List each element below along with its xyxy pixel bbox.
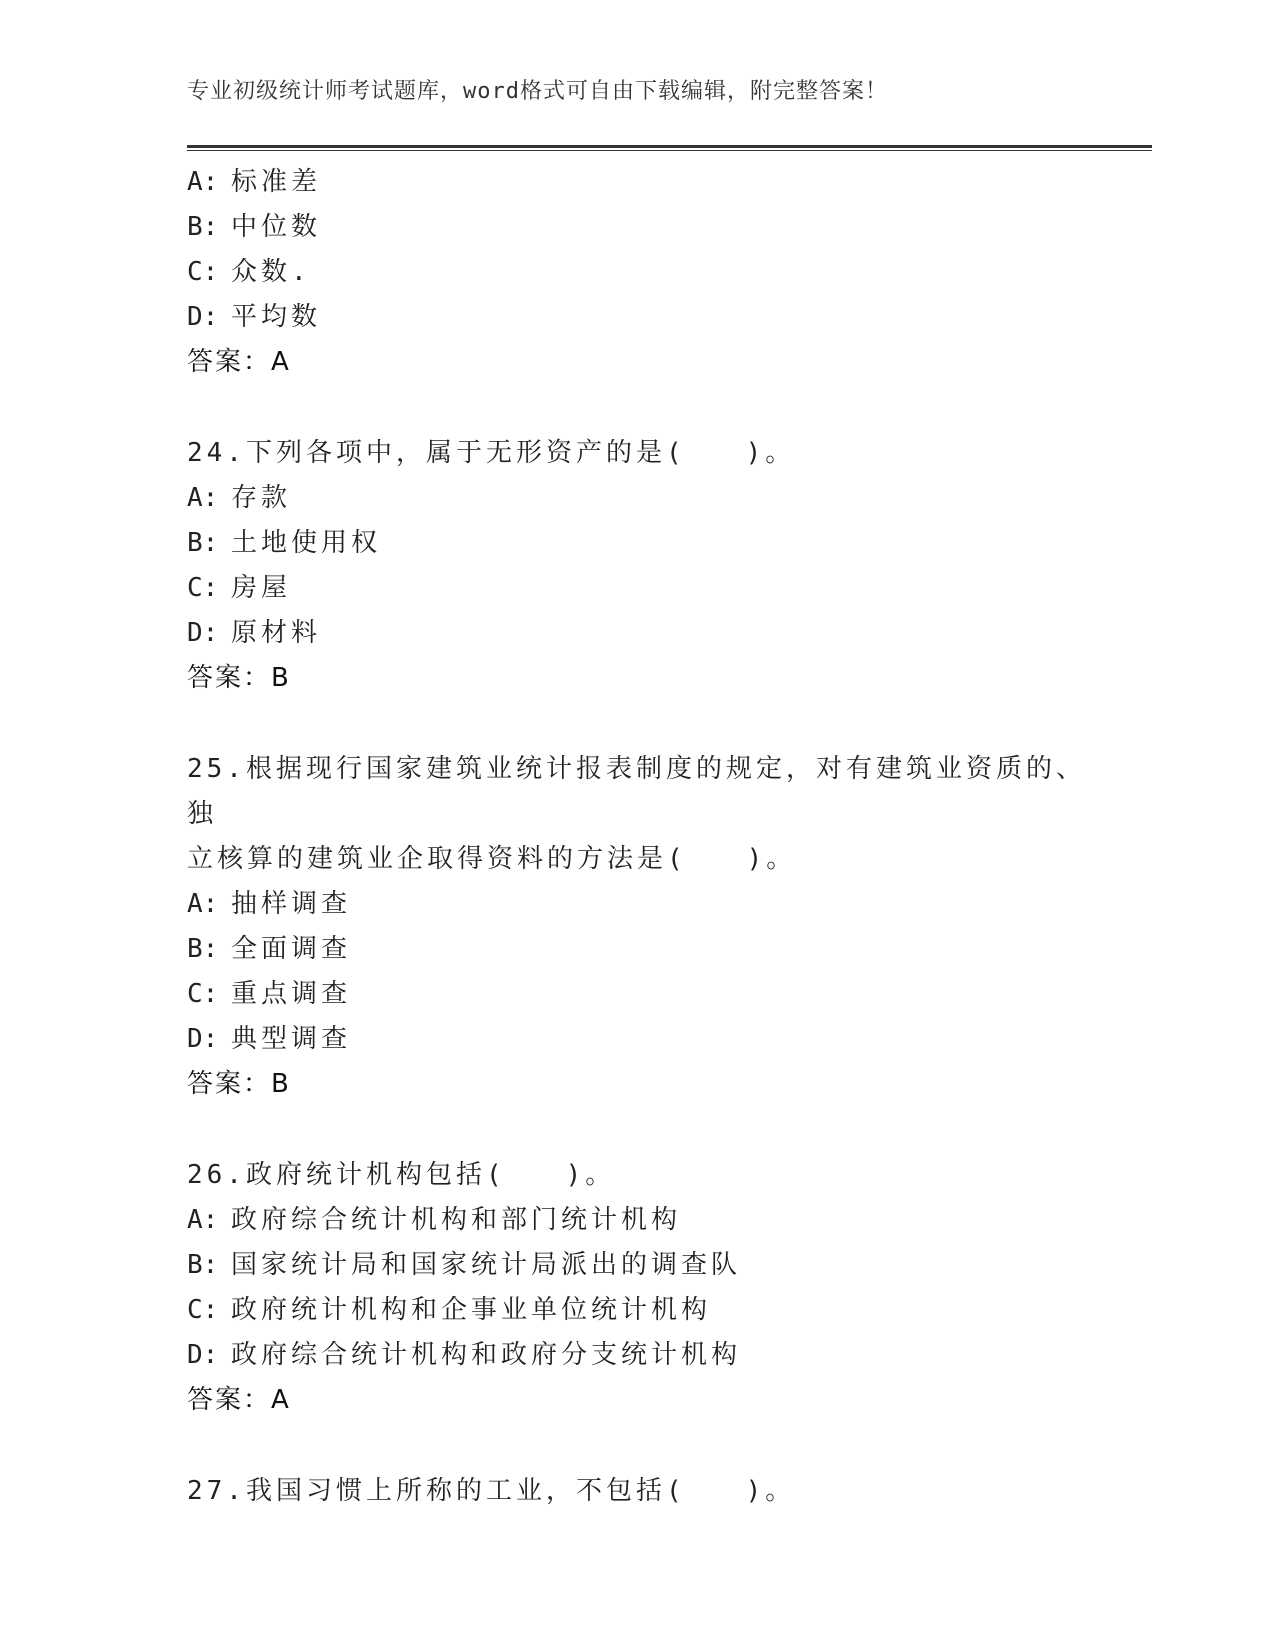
question-stem-line-1: 25.根据现行国家建筑业统计报表制度的规定，对有建筑业资质的、独 [187, 754, 1086, 829]
option-label: C: [187, 573, 219, 603]
option-label: A: [187, 889, 219, 919]
question-27 [187, 1469, 1087, 1514]
header-rule-thin [187, 150, 1152, 151]
option-text: 众数. [231, 257, 311, 287]
option-text: 全面调查 [231, 934, 352, 964]
option-b [187, 927, 1087, 972]
option-b [187, 1243, 1087, 1288]
option-d [187, 1017, 1087, 1062]
option-label: B: [187, 934, 219, 964]
option-text: 中位数 [231, 212, 322, 242]
option-text: 标准差 [231, 167, 322, 197]
answer-line: 答案：A [187, 1385, 291, 1415]
answer-line: 答案：B [187, 1069, 291, 1099]
option-text: 房屋 [231, 573, 292, 603]
option-text: 政府综合统计机构和部门统计机构 [231, 1205, 682, 1235]
option-label: C: [187, 1295, 219, 1325]
option-d [187, 295, 1087, 340]
option-label: C: [187, 979, 219, 1009]
option-text: 存款 [231, 483, 292, 513]
option-label: B: [187, 1250, 219, 1280]
option-label: D: [187, 1340, 219, 1370]
question-23-tail [187, 160, 1087, 385]
option-label: B: [187, 212, 219, 242]
option-label: A: [187, 483, 219, 513]
question-content [187, 160, 1087, 1514]
option-c [187, 250, 1087, 295]
option-a [187, 1198, 1087, 1243]
page-header: 专业初级统计师考试题库，word格式可自由下载编辑，附完整答案！ [187, 79, 888, 104]
option-label: D: [187, 1024, 219, 1054]
option-d [187, 611, 1087, 656]
option-label: D: [187, 302, 219, 332]
option-a [187, 160, 1087, 205]
option-label: C: [187, 257, 219, 287]
answer-line: 答案：B [187, 663, 291, 693]
option-c [187, 972, 1087, 1017]
option-label: B: [187, 528, 219, 558]
option-text: 平均数 [231, 302, 322, 332]
option-c [187, 566, 1087, 611]
option-c [187, 1288, 1087, 1333]
option-a [187, 882, 1087, 927]
option-label: A: [187, 167, 219, 197]
option-text: 典型调查 [231, 1024, 352, 1054]
question-25 [187, 747, 1087, 1107]
answer-line: 答案：A [187, 347, 291, 377]
question-stem-line-2: 立核算的建筑业企取得资料的方法是( )。 [187, 844, 797, 874]
option-label: D: [187, 618, 219, 648]
header-rule-thick [187, 145, 1152, 148]
question-26 [187, 1153, 1087, 1423]
option-b [187, 205, 1087, 250]
option-d [187, 1333, 1087, 1378]
option-a [187, 476, 1087, 521]
option-label: A: [187, 1205, 219, 1235]
option-text: 原材料 [231, 618, 322, 648]
option-text: 政府综合统计机构和政府分支统计机构 [231, 1340, 742, 1370]
question-stem: 27.我国习惯上所称的工业，不包括( )。 [187, 1476, 796, 1506]
option-text: 政府统计机构和企事业单位统计机构 [231, 1295, 712, 1325]
question-24 [187, 431, 1087, 701]
option-text: 土地使用权 [231, 528, 382, 558]
option-text: 抽样调查 [231, 889, 352, 919]
question-stem: 24.下列各项中，属于无形资产的是( )。 [187, 438, 796, 468]
question-stem: 26.政府统计机构包括( )。 [187, 1160, 616, 1190]
option-b [187, 521, 1087, 566]
option-text: 重点调查 [231, 979, 352, 1009]
option-text: 国家统计局和国家统计局派出的调查队 [231, 1250, 742, 1280]
